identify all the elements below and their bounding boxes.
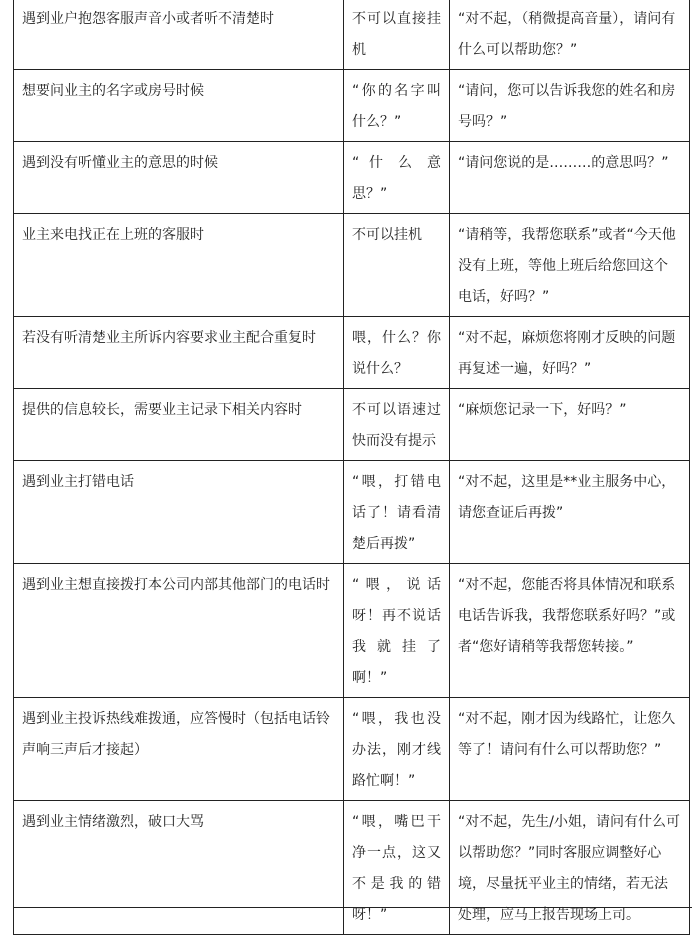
forbidden-response-cell: “ 什 么 意思？” [344,142,450,214]
situation-cell: 提供的信息较长，需要业主记录下相关内容时 [14,389,344,461]
situation-cell: 遇到业户抱怨客服声音小或者听不清楚时 [14,0,344,70]
forbidden-response-cell: “你的名字叫什么？” [344,70,450,142]
table-row [14,564,690,698]
forbidden-response-cell: “喂，打错电话了！请看清楚后再拨” [344,461,450,564]
table-row [14,389,690,461]
table-row [14,801,690,935]
table-row [14,214,690,317]
forbidden-response-cell: “喂，说话呀！再不说话我就挂了啊！” [344,564,450,698]
recommended-response-cell: “对不起，这里是**业主服务中心，请您查证后再拨” [450,461,690,564]
situation-cell: 遇到没有听懂业主的意思的时候 [14,142,344,214]
situation-cell: 业主来电找正在上班的客服时 [14,214,344,317]
table-row [14,70,690,142]
forbidden-response-cell: 不可以挂机 [344,214,450,317]
recommended-response-cell: “对不起，（稍微提高音量），请问有什么可以帮助您？” [450,0,690,70]
recommended-response-cell: “麻烦您记录一下，好吗？” [450,389,690,461]
recommended-response-cell: “对不起，先生/小姐，请问有什么可以帮助您？”同时客服应调整好心境，尽量抚平业主的情绪，若无法处理，应马上报告现场上司。 [450,801,690,935]
recommended-response-cell: “请稍等，我帮您联系”或者“今天他没有上班，等他上班后给您回这个电话，好吗？” [450,214,690,317]
situation-cell: 若没有听清楚业主所诉内容要求业主配合重复时 [14,317,344,389]
situation-cell: 遇到业主想直接拨打本公司内部其他部门的电话时 [14,564,344,698]
situation-cell: 想要问业主的名字或房号时候 [14,70,344,142]
recommended-response-cell: “请问您说的是………的意思吗？” [450,142,690,214]
forbidden-response-cell: “喂，嘴巴干净一点，这又不是我的错呀！” [344,801,450,935]
recommended-response-cell: “请问，您可以告诉我您的姓名和房号吗？” [450,70,690,142]
forbidden-response-cell: “喂，我也没办法，刚才线路忙啊！” [344,698,450,801]
situation-cell: 遇到业主投诉热线难拨通，应答慢时（包括电话铃声响三声后才接起） [14,698,344,801]
situation-cell: 遇到业主打错电话 [14,461,344,564]
forbidden-response-cell: 不可以直接挂机 [344,0,450,70]
recommended-response-cell: “对不起，您能否将具体情况和联系电话告诉我，我帮您联系好吗？”或者“您好请稍等我帮您转接。” [450,564,690,698]
table-row [14,698,690,801]
recommended-response-cell: “对不起，刚才因为线路忙，让您久等了！请问有什么可以帮助您？” [450,698,690,801]
table-row [14,317,690,389]
forbidden-response-cell: 不可以语速过快而没有提示 [344,389,450,461]
next-row-border [13,907,692,913]
situation-cell: 遇到业主情绪激烈，破口大骂 [14,801,344,935]
forbidden-response-cell: 喂，什么？你说什么？ [344,317,450,389]
table-row [14,142,690,214]
table-body [14,0,690,935]
table-row [14,461,690,564]
phone-etiquette-table [13,0,690,935]
table-row [14,0,690,70]
recommended-response-cell: “对不起，麻烦您将刚才反映的问题再复述一遍，好吗？” [450,317,690,389]
